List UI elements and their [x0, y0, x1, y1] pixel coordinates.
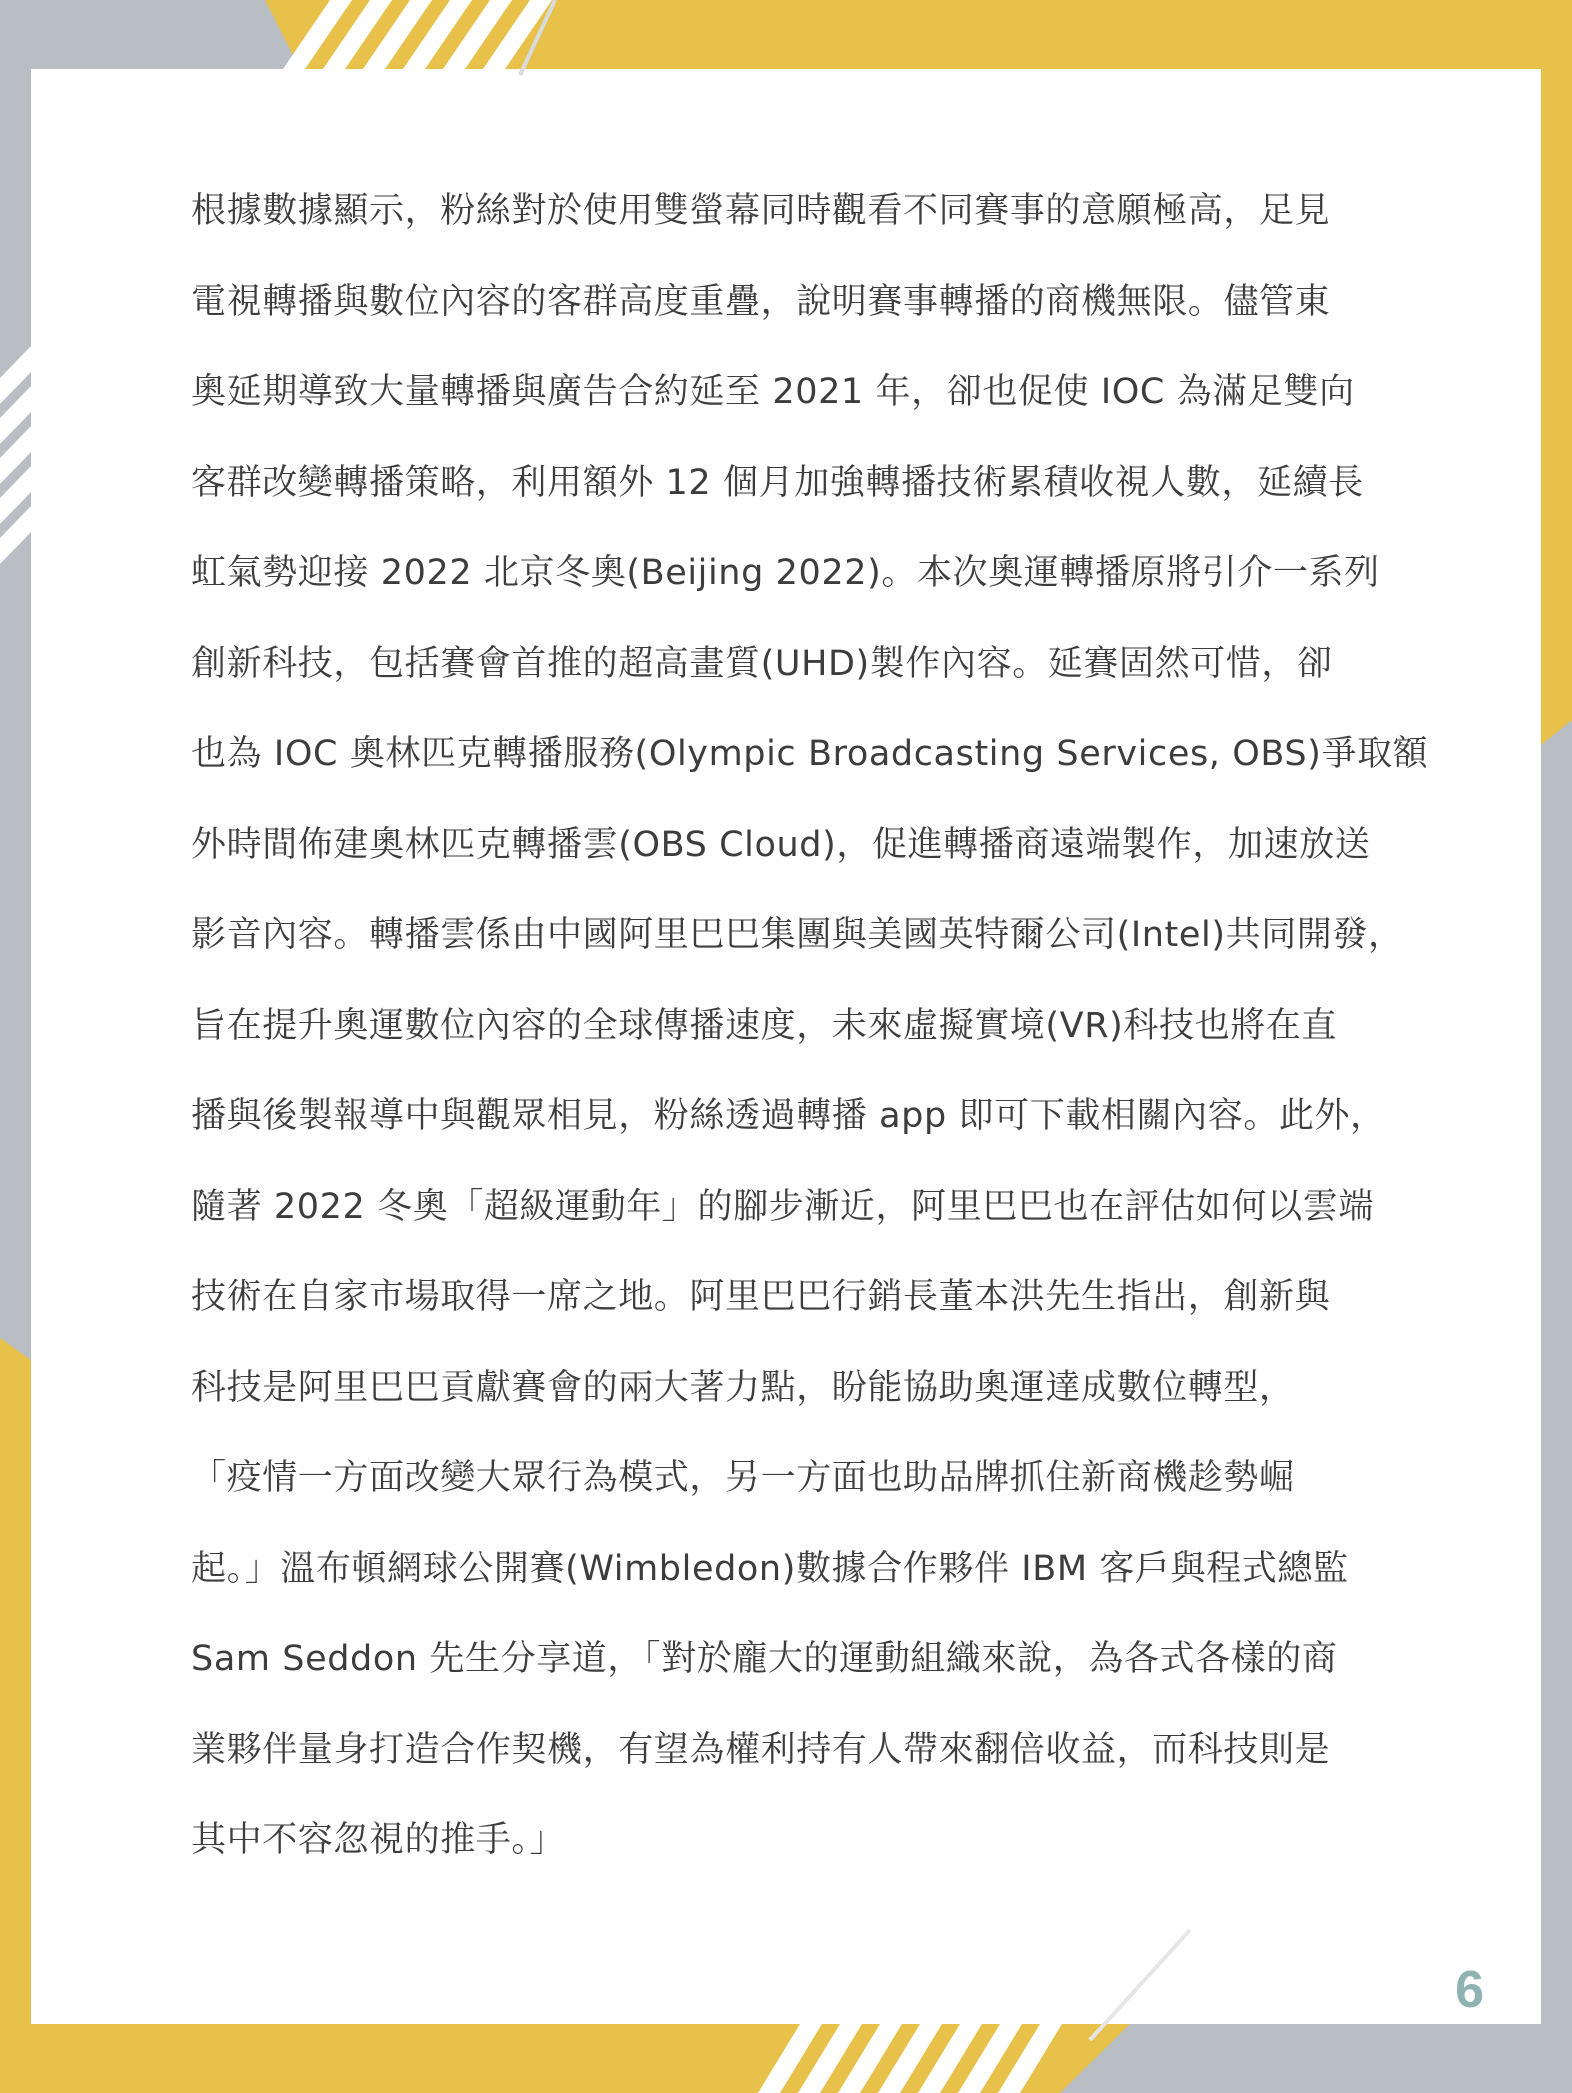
article-line: 奧延期導致大量轉播與廣告合約延至 2021 年，卻也促使 IOC 為滿足雙向: [191, 372, 1355, 412]
article-line: 電視轉播與數位內容的客群高度重疊，說明賽事轉播的商機無限。儘管東: [191, 281, 1331, 322]
article-line: 外時間佈建奧林匹克轉播雲(OBS Cloud)，促進轉播商遠端製作，加速放送: [191, 824, 1371, 865]
article-line: 起。」溫布頓網球公開賽(Wimbledon)數據合作夥伴 IBM 客戶與程式總監: [191, 1548, 1349, 1589]
article-line: Sam Seddon 先生分享道，「對於龐大的運動組織來說，為各式各樣的商: [191, 1639, 1338, 1679]
article-body: [191, 180, 1451, 1900]
article-line: 隨著 2022 冬奧「超級運動年」的腳步漸近，阿里巴巴也在評估如何以雲端: [191, 1186, 1374, 1227]
article-line: 播與後製報導中與觀眾相見，粉絲透過轉播 app 即可下載相關內容。此外，: [191, 1096, 1386, 1136]
article-line: 虹氣勢迎接 2022 北京冬奧(Beijing 2022)。本次奧運轉播原將引介一系列: [191, 553, 1380, 593]
page-number: 6: [1455, 1961, 1484, 2019]
article-line: 科技是阿里巴巴貢獻賽會的兩大著力點，盼能協助奧運達成數位轉型，: [191, 1367, 1295, 1408]
article-line: 客群改變轉播策略，利用額外 12 個月加強轉播技術累積收視人數，延續長: [191, 462, 1364, 503]
article-line: 旨在提升奧運數位內容的全球傳播速度，未來虛擬實境(VR)科技也將在直: [191, 1005, 1337, 1046]
article-line: 「疫情一方面改變大眾行為模式，另一方面也助品牌抓住新商機趁勢崛: [191, 1458, 1295, 1498]
article-line: 其中不容忽視的推手。」: [191, 1820, 566, 1860]
article-line: 業夥伴量身打造合作契機，有望為權利持有人帶來翻倍收益，而科技則是: [191, 1729, 1331, 1770]
article-line: 創新科技，包括賽會首推的超高畫質(UHD)製作內容。延賽固然可惜，卻: [191, 643, 1333, 684]
article-line: 根據數據顯示，粉絲對於使用雙螢幕同時觀看不同賽事的意願極高，足見: [191, 191, 1331, 231]
article-line: 也為 IOC 奧林匹克轉播服務(Olympic Broadcasting Services, OBS)爭取額: [191, 734, 1429, 774]
article-line: 影音內容。轉播雲係由中國阿里巴巴集團與美國英特爾公司(Intel)共同開發，: [191, 915, 1404, 955]
article-line: 技術在自家市場取得一席之地。阿里巴巴行銷長董本洪先生指出，創新與: [191, 1277, 1331, 1317]
